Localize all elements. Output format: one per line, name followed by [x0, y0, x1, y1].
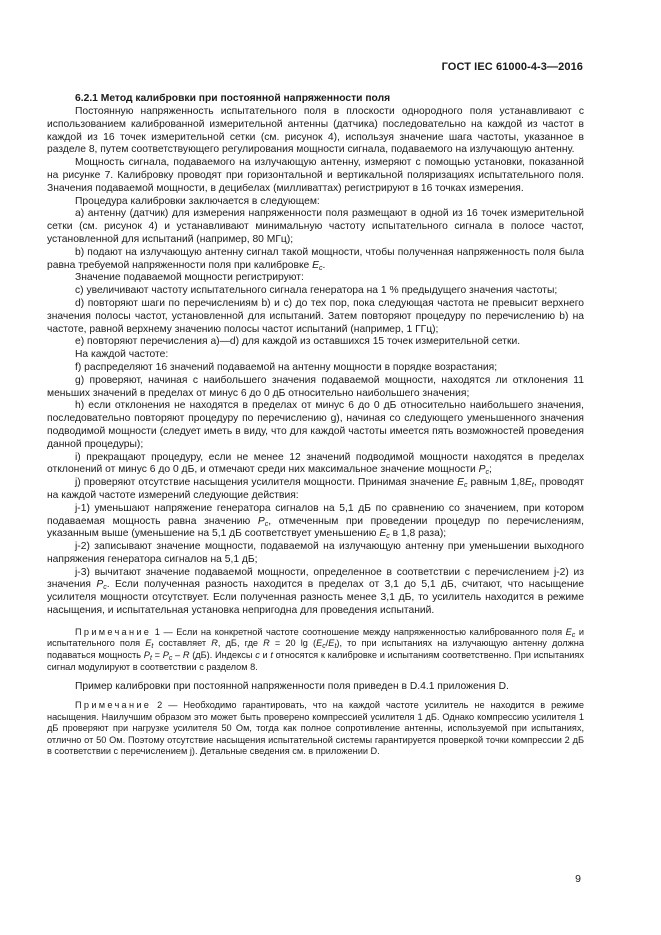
document-body — [47, 92, 584, 758]
list-item-f: f) распределяют 16 значений подаваемой на антенну мощности в порядке возрастания; — [75, 361, 498, 373]
list-item-c: с) увеличивают частоту испытательного сигнала генератора на 1 % предыдущего значения частоты; — [75, 285, 558, 297]
list-item-e: е) повторяют перечисления а)—d) для каждой из оставшихся 15 точек измерительной сетки. — [75, 336, 521, 348]
note-1: Примечание 1 — Если на конкретной частоте соотношение между напряженностью калиброванного поля $E_c$ и испытательного поля $E_t$ составляет R, дБ, где R = 20 $\lg (E_c/E_t)$, то при испытаниях на излучающую антенну должна подаваться мощность $P_t = P_c - R$ (дБ). Индексы с и t относятся к калибровке и испытаниям соответственно. При испытаниях сигнал модулируют в соответствии с разделом 8. — [47, 626, 584, 672]
paragraph: На каждой частоте: — [75, 349, 169, 361]
paragraph: Постоянную напряженность испытательного поля в плоскости однородного поля устанавливают с использованием калиброванной измерительной антенны (датчика) последовательно на каждой из частот в каждой из 16 точек измерительной сетки (см. рисунок 4), используя значение шага частоты, указанное в разделе 8, путем соответствующего регулирования мощности сигнала, подаваемого на излучающую антенну. — [47, 106, 584, 156]
note-label: Примечание — [75, 626, 152, 637]
document-header: ГОСТ IEC 61000-4-3—2016 — [441, 61, 583, 73]
list-item-j: j) проверяют отсутствие насыщения усилителя мощности. Принимая значение $E_c$ равным $1,8E_t$, проводят на каждой частоте измерений следующие действия: — [47, 477, 584, 501]
list-item-g: g) проверяют, начиная с наибольшего значения подаваемой мощности, находятся ли отклонения 11 меньших значений в пределах от минус 6 до 0 дБ относительно наибольшего значения; — [47, 374, 584, 399]
list-item-j2: j-2) записывают значение мощности, подаваемой на излучающую антенну при уменьшении выходного напряжения генератора сигналов на 5,1 дБ; — [47, 541, 584, 565]
list-item-j1: j-1) уменьшают напряжение генератора сигналов на 5,1 дБ по сравнению со значением, при котором подаваемая мощность равна значению $P_c$, отмеченным при проведении процедур по перечислениям, указанным выше (уменьшение на 5,1 дБ соответствует уменьшению $E_c$ в 1,8 раза); — [47, 502, 584, 541]
paragraph: Процедура калибровки заключается в следующем: — [75, 195, 320, 207]
example-paragraph: Пример калибровки при постоянной напряженности поля приведен в D.4.1 приложения D. — [75, 681, 509, 693]
note-label: Примечание — [75, 700, 152, 711]
list-item-h: h) если отклонения не находятся в пределах от минус 6 до 0 дБ относительно наибольшего значения, последовательно повторяют процедуру по перечислению g), начиная со следующего уменьшенного значения подводимой мощности (следует иметь в виду, что для каждой частоты имеется пять возможностей проведения данной процедуры); — [47, 400, 584, 450]
list-item-d: d) повторяют шаги по перечислениям b) и с) до тех пор, пока следующая частота не превысит верхнего значения полосы частот, установленной для испытаний. Затем повторяют процедуру по перечислению b) на частоте, равной верхнему значению полосы частот испытаний (например, 1 ГГц); — [47, 297, 584, 335]
section-title: 6.2.1 Метод калибровки при постоянной напряженности поля — [75, 93, 391, 104]
list-item-j3: j-3) вычитают значение подаваемой мощности, определенное в соответствии с перечислением j-2) из значения $P_c$. Если полученная разность находится в пределах от 3,1 до 5,1 дБ, считают, что насыщение усилителя мощности отсутствует. Если полученная разность менее 3,1 дБ, то усилитель находится в режиме насыщения, и испытательная установка непригодна для проведения испытаний. — [47, 566, 585, 617]
list-item-a: а) антенну (датчик) для измерения напряженности поля размещают в одной из 16 точек измерительной сетки (см. рисунок 4) и устанавливают минимальную частоту испытательного сигнала в полосе частот, установленной для испытаний (например, 80 МГц); — [47, 208, 584, 245]
paragraph: Значение подаваемой мощности регистрируют: — [75, 272, 304, 284]
paragraph: Мощность сигнала, подаваемого на излучающую антенну, измеряют с помощью установки, показанной на рисунке 7. Калибровку проводят при горизонтальной и вертикальной поляризациях испытательного поля. Значения подаваемой мощности, в децибелах (милливаттах) регистрируют в 16 точках измерения. — [47, 157, 584, 194]
list-item-i: i) прекращают процедуру, если не менее 12 значений подводимой мощности находятся в пределах отклонений от минус 6 до 0 дБ, и отмечают среди них максимальное значение мощности $P_c$; — [47, 451, 584, 477]
note-2: Примечание 2 — Необходимо гарантировать, что на каждой частоте усилитель не находится в режиме насыщения. Наилучшим образом это может быть проверено компрессией усилителя 1 дБ. Однако компрессию усилителя 1 дБ проверяют при нагрузке усилителя 50 Ом, тогда как полное сопротивление антенны, используемой при испытаниях, отлично от 50 Ом. Поэтому отсутствие насыщения испытательной системы гарантируется проверкой точки компрессии 2 дБ в соответствии с перечислением j). Детальные сведения см. в приложении D. — [47, 700, 584, 757]
list-item-b: b) подают на излучающую антенну сигнал такой мощности, чтобы полученная напряженность поля была равна требуемой напряженности поля при калибровке $E_c$. — [47, 246, 584, 272]
page-number: 9 — [575, 873, 581, 885]
